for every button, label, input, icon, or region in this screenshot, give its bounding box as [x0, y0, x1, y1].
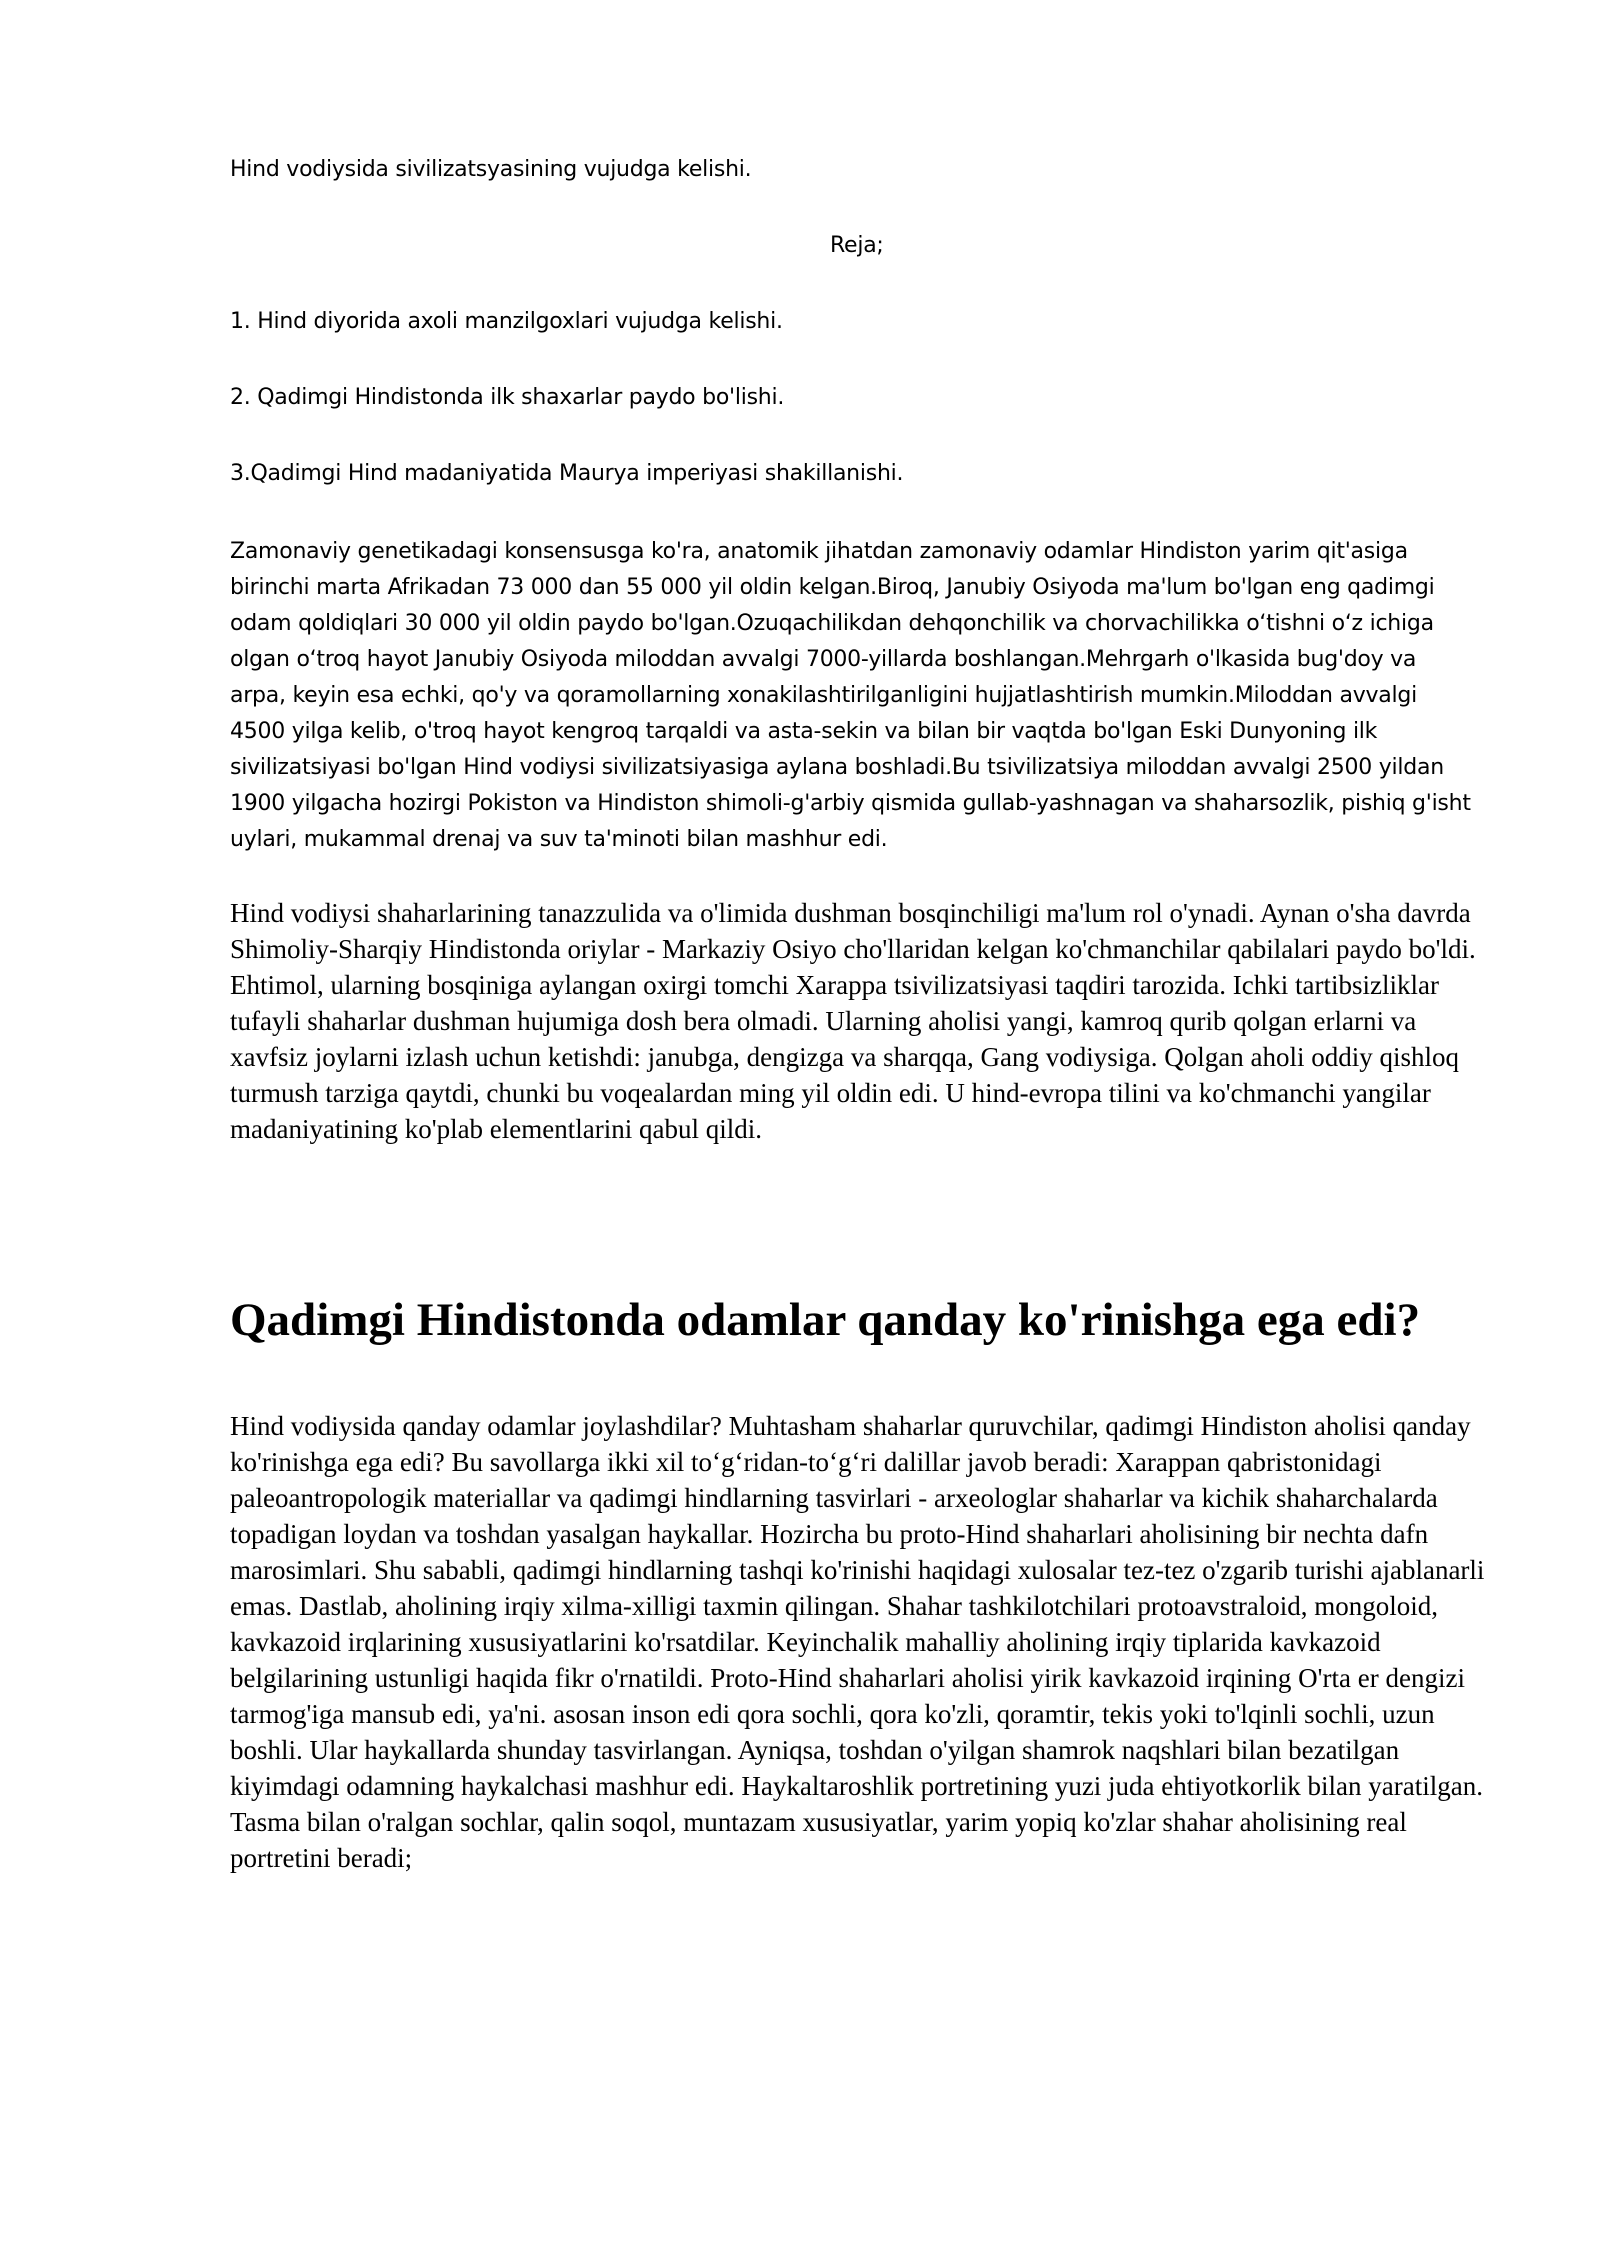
plan-item-3: 3.Qadimgi Hind madaniyatida Maurya imperiyasi shakillanishi. [230, 461, 904, 486]
plan-item-1: 1. Hind diyorida axoli manzilgoxlari vujudga kelishi. [230, 309, 783, 334]
section-heading: Qadimgi Hindistonda odamlar qanday ko'rinishga ega edi? [230, 1294, 1421, 1346]
plan-item-2: 2. Qadimgi Hindistonda ilk shaxarlar paydo bo'lishi. [230, 385, 785, 410]
plan-label: Reja; [830, 233, 884, 258]
body-paragraph-3: Hind vodiysida qanday odamlar joylashdilar? Muhtasham shaharlar quruvchilar, qadimgi Hindiston aholisi qanday ko'rinishga ega edi? Bu savollarga ikki xil to‘g‘ridan-to‘g‘ri dalillar javob beradi: Xarappan qabristonidagi paleoantropologik materiallar va qadimgi hindlarning tasvirlari - arxeologlar shaharlar va kichik shaharchalarda topadigan loydan va toshdan yasalgan haykallar. Hozircha bu proto-Hind shaharlari aholisining bir nechta dafn marosimlari. Shu sababli, qadimgi hindlarning tashqi ko'rinishi haqidagi xulosalar tez-tez o'zgarib turishi ajablanarli emas. Dastlab, aholining irqiy xilma-xilligi taxmin qilingan. Shahar tashkilotchilari protoavstraloid, mongoloid, kavkazoid irqlarining xususiyatlarini ko'rsatdilar. Keyinchalik mahalliy aholining irqiy tiplarida kavkazoid belgilarining ustunligi haqida fikr o'rnatildi. Proto-Hind shaharlari aholisi yirik kavkazoid irqining O'rta er dengizi tarmog'iga mansub edi, ya'ni. asosan inson edi qora sochli, qora ko'zli, qoramtir, tekis yoki to'lqinli sochli, uzun boshli. Ular haykallarda shunday tasvirlangan. Ayniqsa, toshdan o'yilgan shamrok naqshlari bilan bezatilgan kiyimdagi odamning haykalchasi mashhur edi. Haykaltaroshlik portretining yuzi juda ehtiyotkorlik bilan yaratilgan. Tasma bilan o'ralgan sochlar, qalin soqol, muntazam xususiyatlar, yarim yopiq ko'zlar shahar aholisining real portretini beradi; [230, 1411, 1485, 1873]
body-paragraph-1: Zamonaviy genetikadagi konsensusga ko'ra, anatomik jihatdan zamonaviy odamlar Hindiston yarim qit'asiga birinchi marta Afrikadan 73 000 dan 55 000 yil oldin kelgan.Biroq, Janubiy Osiyoda ma'lum bo'lgan eng qadimgi odam qoldiqlari 30 000 yil oldin paydo bo'lgan.Ozuqachilikdan dehqonchilik va chorvachilikka o‘tishni o‘z ichiga olgan o‘troq hayot Janubiy Osiyoda miloddan avvalgi 7000-yillarda boshlangan.Mehrgarh o'lkasida bug'doy va arpa, keyin esa echki, qo'y va qoramollarning xonakilashtirilganligini hujjatlashtirish mumkin.Miloddan avvalgi 4500 yilga kelib, o'troq hayot kengroq tarqaldi va asta-sekin va bilan bir vaqtda bo'lgan Eski Dunyoning ilk sivilizatsiyasi bo'lgan Hind vodiysi sivilizatsiyasiga aylana boshladi.Bu tsivilizatsiya miloddan avvalgi 2500 yildan 1900 yilgacha hozirgi Pokiston va Hindiston shimoli-g'arbiy qismida gullab-yashnagan va shaharsozlik, pishiq g'isht uylari, mukammal drenaj va suv ta'minoti bilan mashhur edi. [230, 539, 1471, 852]
document-title: Hind vodiysida sivilizatsyasining vujudga kelishi. [230, 157, 752, 182]
body-paragraph-2: Hind vodiysi shaharlarining tanazzulida va o'limida dushman bosqinchiligi ma'lum rol o'ynadi. Aynan o'sha davrda Shimoliy-Sharqiy Hindistonda oriylar - Markaziy Osiyo cho'llaridan kelgan ko'chmanchilar qabilalari paydo bo'ldi. Ehtimol, ularning bosqiniga aylangan oxirgi tomchi Xarappa tsivilizatsiyasi taqdiri tarozida. Ichki tartibsizliklar tufayli shaharlar dushman hujumiga dosh bera olmadi. Ularning aholisi yangi, kamroq qurib qolgan erlarni va xavfsiz joylarni izlash uchun ketishdi: janubga, dengizga va sharqqa, Gang vodiysiga. Qolgan aholi oddiy qishloq turmush tarziga qaytdi, chunki bu voqealardan ming yil oldin edi. U hind-evropa tilini va ko'chmanchi yangilar madaniyatining ko'plab elementlarini qabul qildi. [230, 898, 1476, 1144]
